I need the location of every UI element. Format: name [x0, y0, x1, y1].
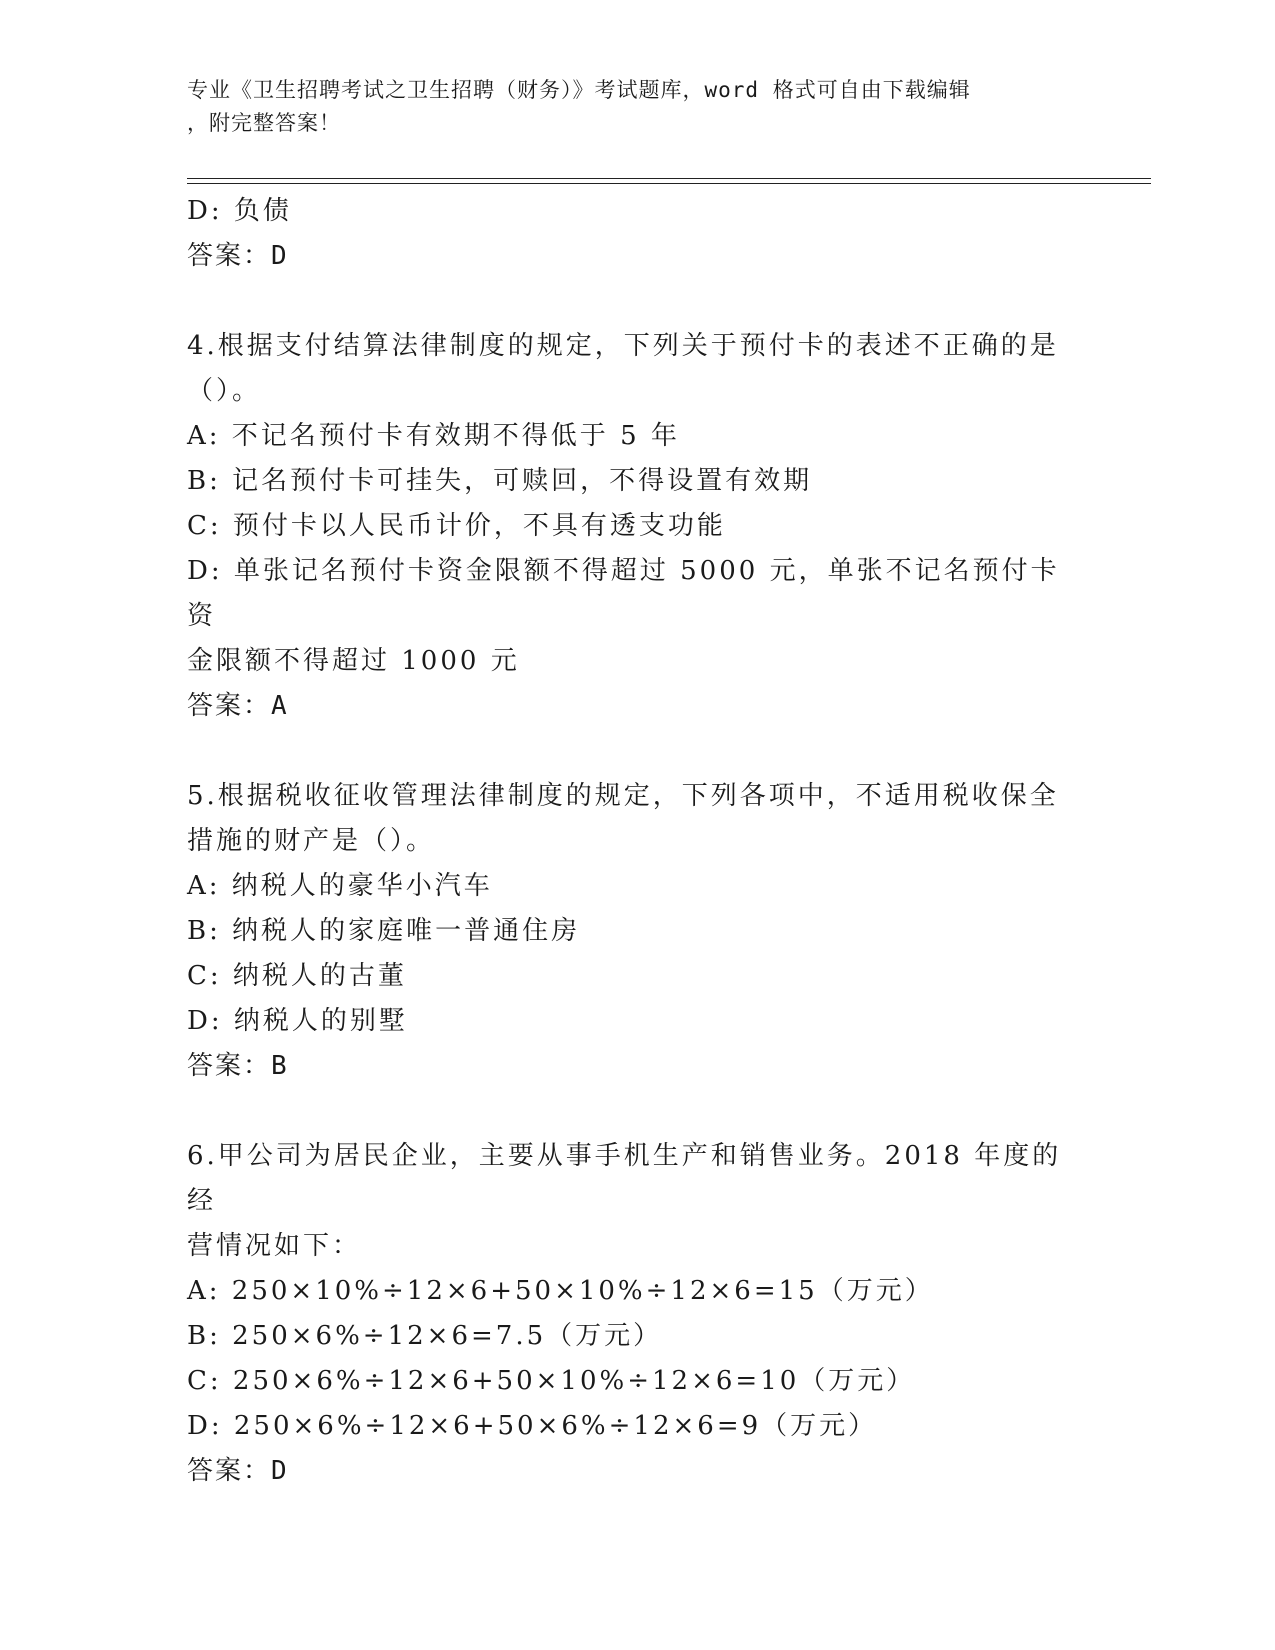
question-4 — [187, 324, 1067, 729]
header-line-1: 专业《卫生招聘考试之卫生招聘（财务）》考试题库，word 格式可自由下载编辑 — [187, 78, 971, 102]
answer-value: D — [271, 1456, 289, 1486]
question-stem — [187, 324, 1067, 414]
stem-line-1: 4.根据支付结算法律制度的规定，下列关于预付卡的表述不正确的是 — [187, 331, 1059, 361]
carryover-answer — [187, 234, 1067, 279]
stem-line-2: （）。 — [187, 376, 262, 406]
option-b: B: 纳税人的家庭唯一普通住房 — [187, 916, 581, 946]
header-divider-bottom — [187, 183, 1151, 184]
spacer — [187, 279, 1067, 324]
question-5 — [187, 774, 1067, 1089]
answer-value: B — [271, 1051, 289, 1081]
option-b: B: 记名预付卡可挂失，可赎回，不得设置有效期 — [187, 466, 813, 496]
option-b: B: 250×6%÷12×6=7.5（万元） — [187, 1321, 663, 1351]
answer-value: D — [271, 241, 289, 271]
question-6 — [187, 1134, 1067, 1494]
option-d-continued: 金限额不得超过 1000 元 — [187, 646, 520, 676]
stem-line-2: 营情况如下： — [187, 1231, 362, 1261]
answer-label: 答案： — [187, 691, 272, 721]
question-answer — [187, 684, 1067, 729]
header-divider-top — [187, 178, 1151, 179]
option-a: A: 纳税人的豪华小汽车 — [187, 871, 493, 901]
question-stem — [187, 774, 1067, 864]
option-a: A: 不记名预付卡有效期不得低于 5 年 — [187, 421, 680, 451]
answer-label: 答案： — [187, 1456, 272, 1486]
answer-label: 答案： — [187, 241, 272, 271]
question-stem — [187, 1134, 1067, 1269]
stem-line-2: 措施的财产是（）。 — [187, 826, 436, 856]
option-d: D: 250×6%÷12×6+50×6%÷12×6=9（万元） — [187, 1411, 878, 1441]
option-c: C: 纳税人的古董 — [187, 961, 407, 991]
option-a: A: 250×10%÷12×6+50×10%÷12×6=15（万元） — [187, 1276, 934, 1306]
option-d: D: 纳税人的别墅 — [187, 1006, 408, 1036]
carryover-option-d: D: 负债 — [187, 196, 292, 226]
stem-line-1: 5.根据税收征收管理法律制度的规定，下列各项中，不适用税收保全 — [187, 781, 1059, 811]
option-d: D: 单张记名预付卡资金限额不得超过 5000 元，单张不记名预付卡资 — [187, 556, 1060, 631]
spacer — [187, 1089, 1067, 1134]
answer-label: 答案： — [187, 1051, 272, 1081]
option-c: C: 250×6%÷12×6+50×10%÷12×6=10（万元） — [187, 1366, 916, 1396]
question-answer — [187, 1449, 1067, 1494]
header-line-2: ，附完整答案！ — [187, 111, 341, 135]
question-content — [187, 189, 1067, 1494]
spacer — [187, 729, 1067, 774]
option-c: C: 预付卡以人民币计价，不具有透支功能 — [187, 511, 726, 541]
document-header — [187, 74, 1067, 140]
question-answer — [187, 1044, 1067, 1089]
answer-value: A — [271, 691, 289, 721]
stem-line-1: 6.甲公司为居民企业，主要从事手机生产和销售业务。2018 年度的经 — [187, 1141, 1062, 1216]
